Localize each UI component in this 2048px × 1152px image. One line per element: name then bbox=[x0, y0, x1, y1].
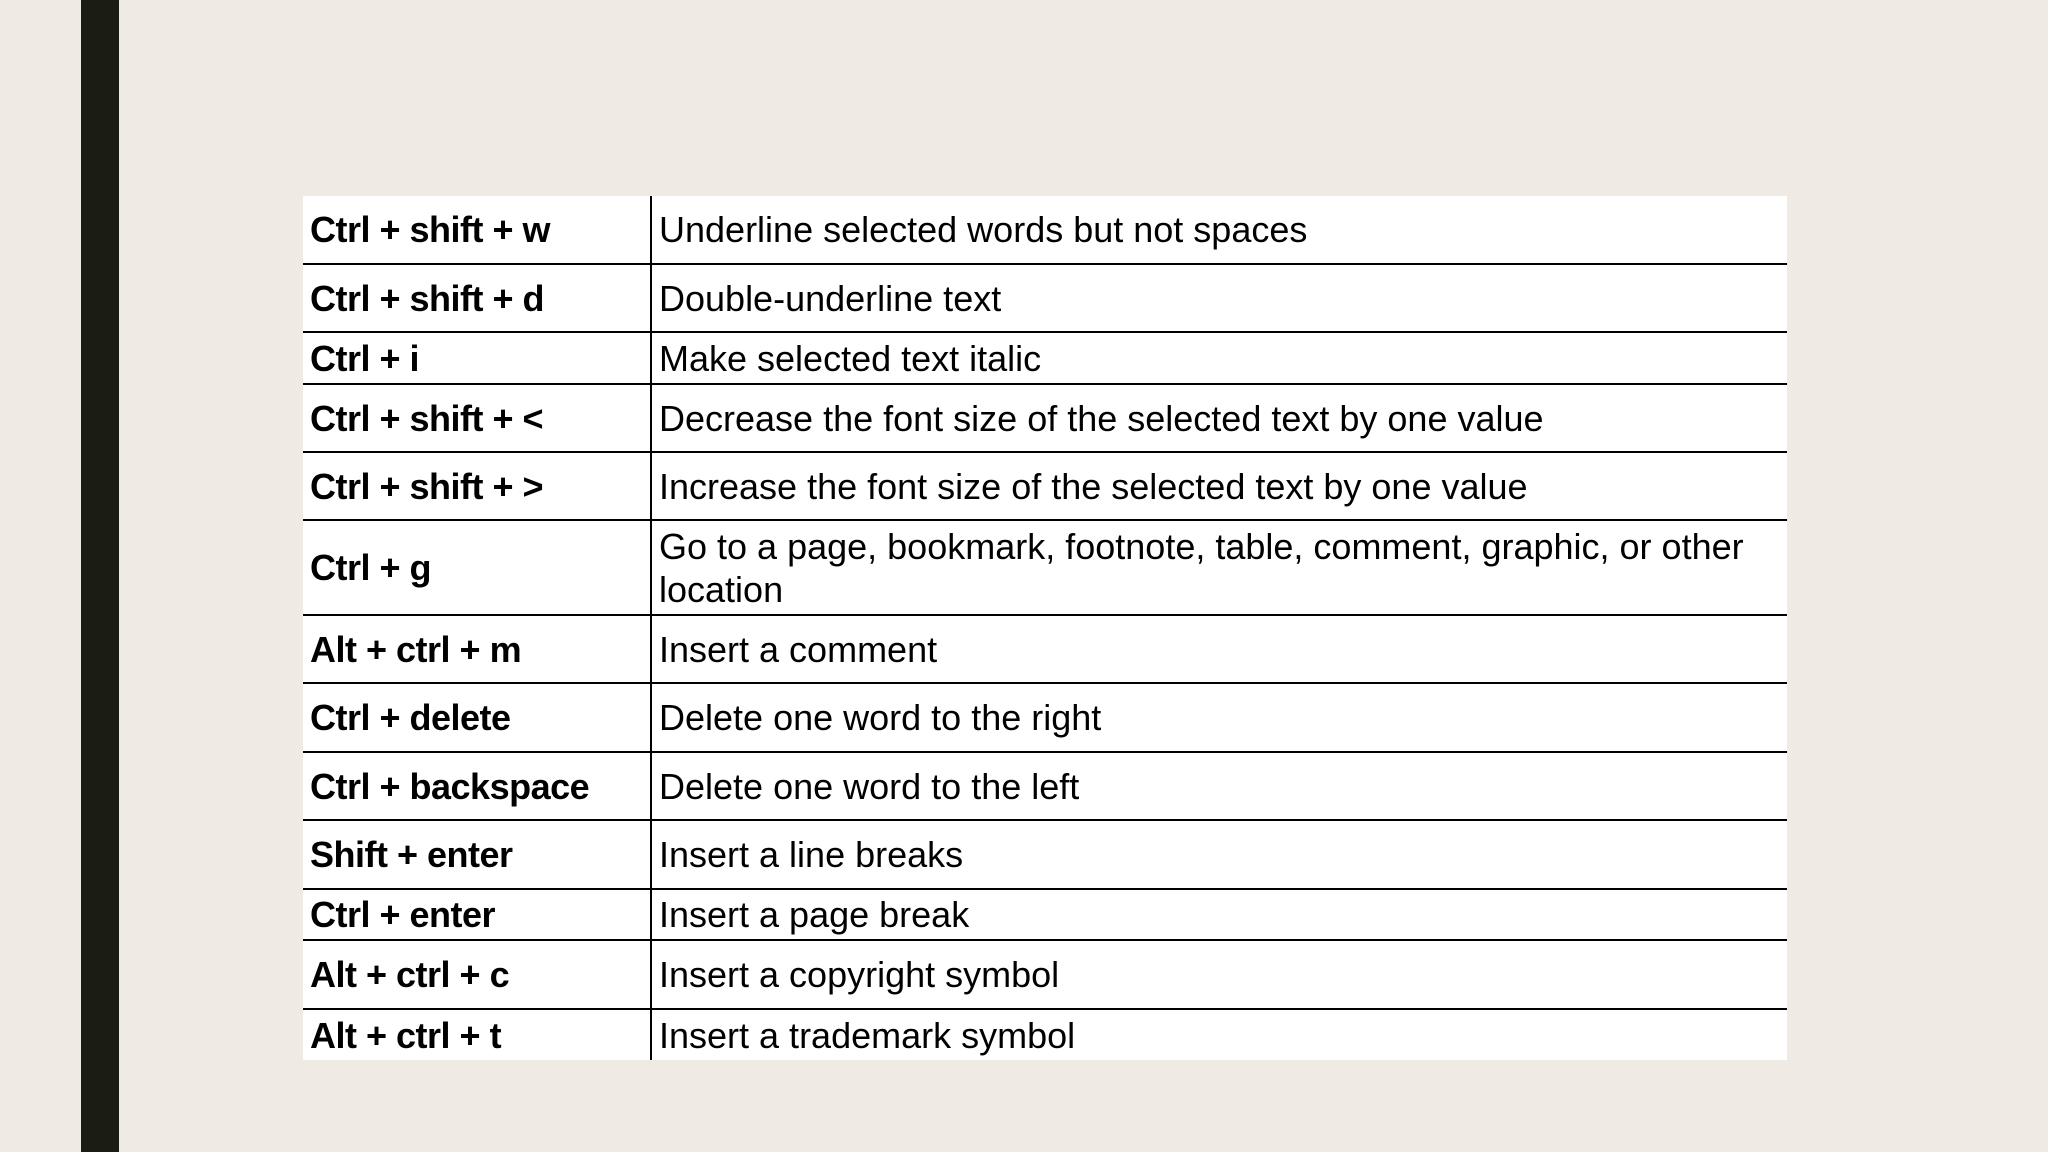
shortcut-description: Insert a copyright symbol bbox=[651, 940, 1787, 1009]
table-row bbox=[303, 615, 1787, 683]
table-row bbox=[303, 1009, 1787, 1060]
table-row bbox=[303, 820, 1787, 889]
table-row bbox=[303, 520, 1787, 615]
table-row bbox=[303, 940, 1787, 1009]
shortcut-description: Delete one word to the right bbox=[651, 683, 1787, 752]
shortcut-keys: Ctrl + enter bbox=[303, 889, 651, 940]
shortcut-description: Insert a trademark symbol bbox=[659, 1014, 1076, 1056]
shortcut-description: Go to a page, bookmark, footnote, table, comment, graphic, or other location bbox=[651, 520, 1787, 615]
shortcut-description: Double-underline text bbox=[651, 264, 1787, 332]
shortcut-table bbox=[303, 196, 1787, 1060]
shortcut-keys: Alt + ctrl + c bbox=[303, 940, 651, 1009]
shortcut-description: Delete one word to the left bbox=[651, 752, 1787, 820]
shortcut-keys: Alt + ctrl + m bbox=[303, 615, 651, 683]
table-row bbox=[303, 264, 1787, 332]
shortcut-keys: Ctrl + shift + < bbox=[303, 384, 651, 452]
shortcut-description: Insert a line breaks bbox=[651, 820, 1787, 889]
table-row bbox=[303, 889, 1787, 940]
shortcut-keys: Shift + enter bbox=[303, 820, 651, 889]
shortcut-keys: Ctrl + shift + d bbox=[303, 264, 651, 332]
shortcut-description: Decrease the font size of the selected text by one value bbox=[651, 384, 1787, 452]
shortcut-keys: Ctrl + shift + > bbox=[303, 452, 651, 520]
shortcut-description: Make selected text italic bbox=[651, 332, 1787, 384]
shortcut-description: Underline selected words but not spaces bbox=[651, 196, 1787, 264]
shortcut-keys: Ctrl + shift + w bbox=[303, 196, 651, 264]
shortcut-keys: Ctrl + backspace bbox=[303, 752, 651, 820]
table-row bbox=[303, 196, 1787, 264]
table-row bbox=[303, 752, 1787, 820]
shortcut-keys: Alt + ctrl + t bbox=[303, 1009, 651, 1060]
slide-accent-bar bbox=[81, 0, 119, 1152]
shortcut-keys: Ctrl + g bbox=[303, 520, 651, 615]
shortcut-description: Insert a page break bbox=[651, 889, 1787, 940]
table-row bbox=[303, 384, 1787, 452]
shortcut-keys: Ctrl + i bbox=[303, 332, 651, 384]
shortcut-keys: Ctrl + delete bbox=[303, 683, 651, 752]
shortcut-description: Increase the font size of the selected text by one value bbox=[651, 452, 1787, 520]
table-row bbox=[303, 683, 1787, 752]
table-row bbox=[303, 452, 1787, 520]
shortcut-description: Insert a comment bbox=[651, 615, 1787, 683]
table-row bbox=[303, 332, 1787, 384]
